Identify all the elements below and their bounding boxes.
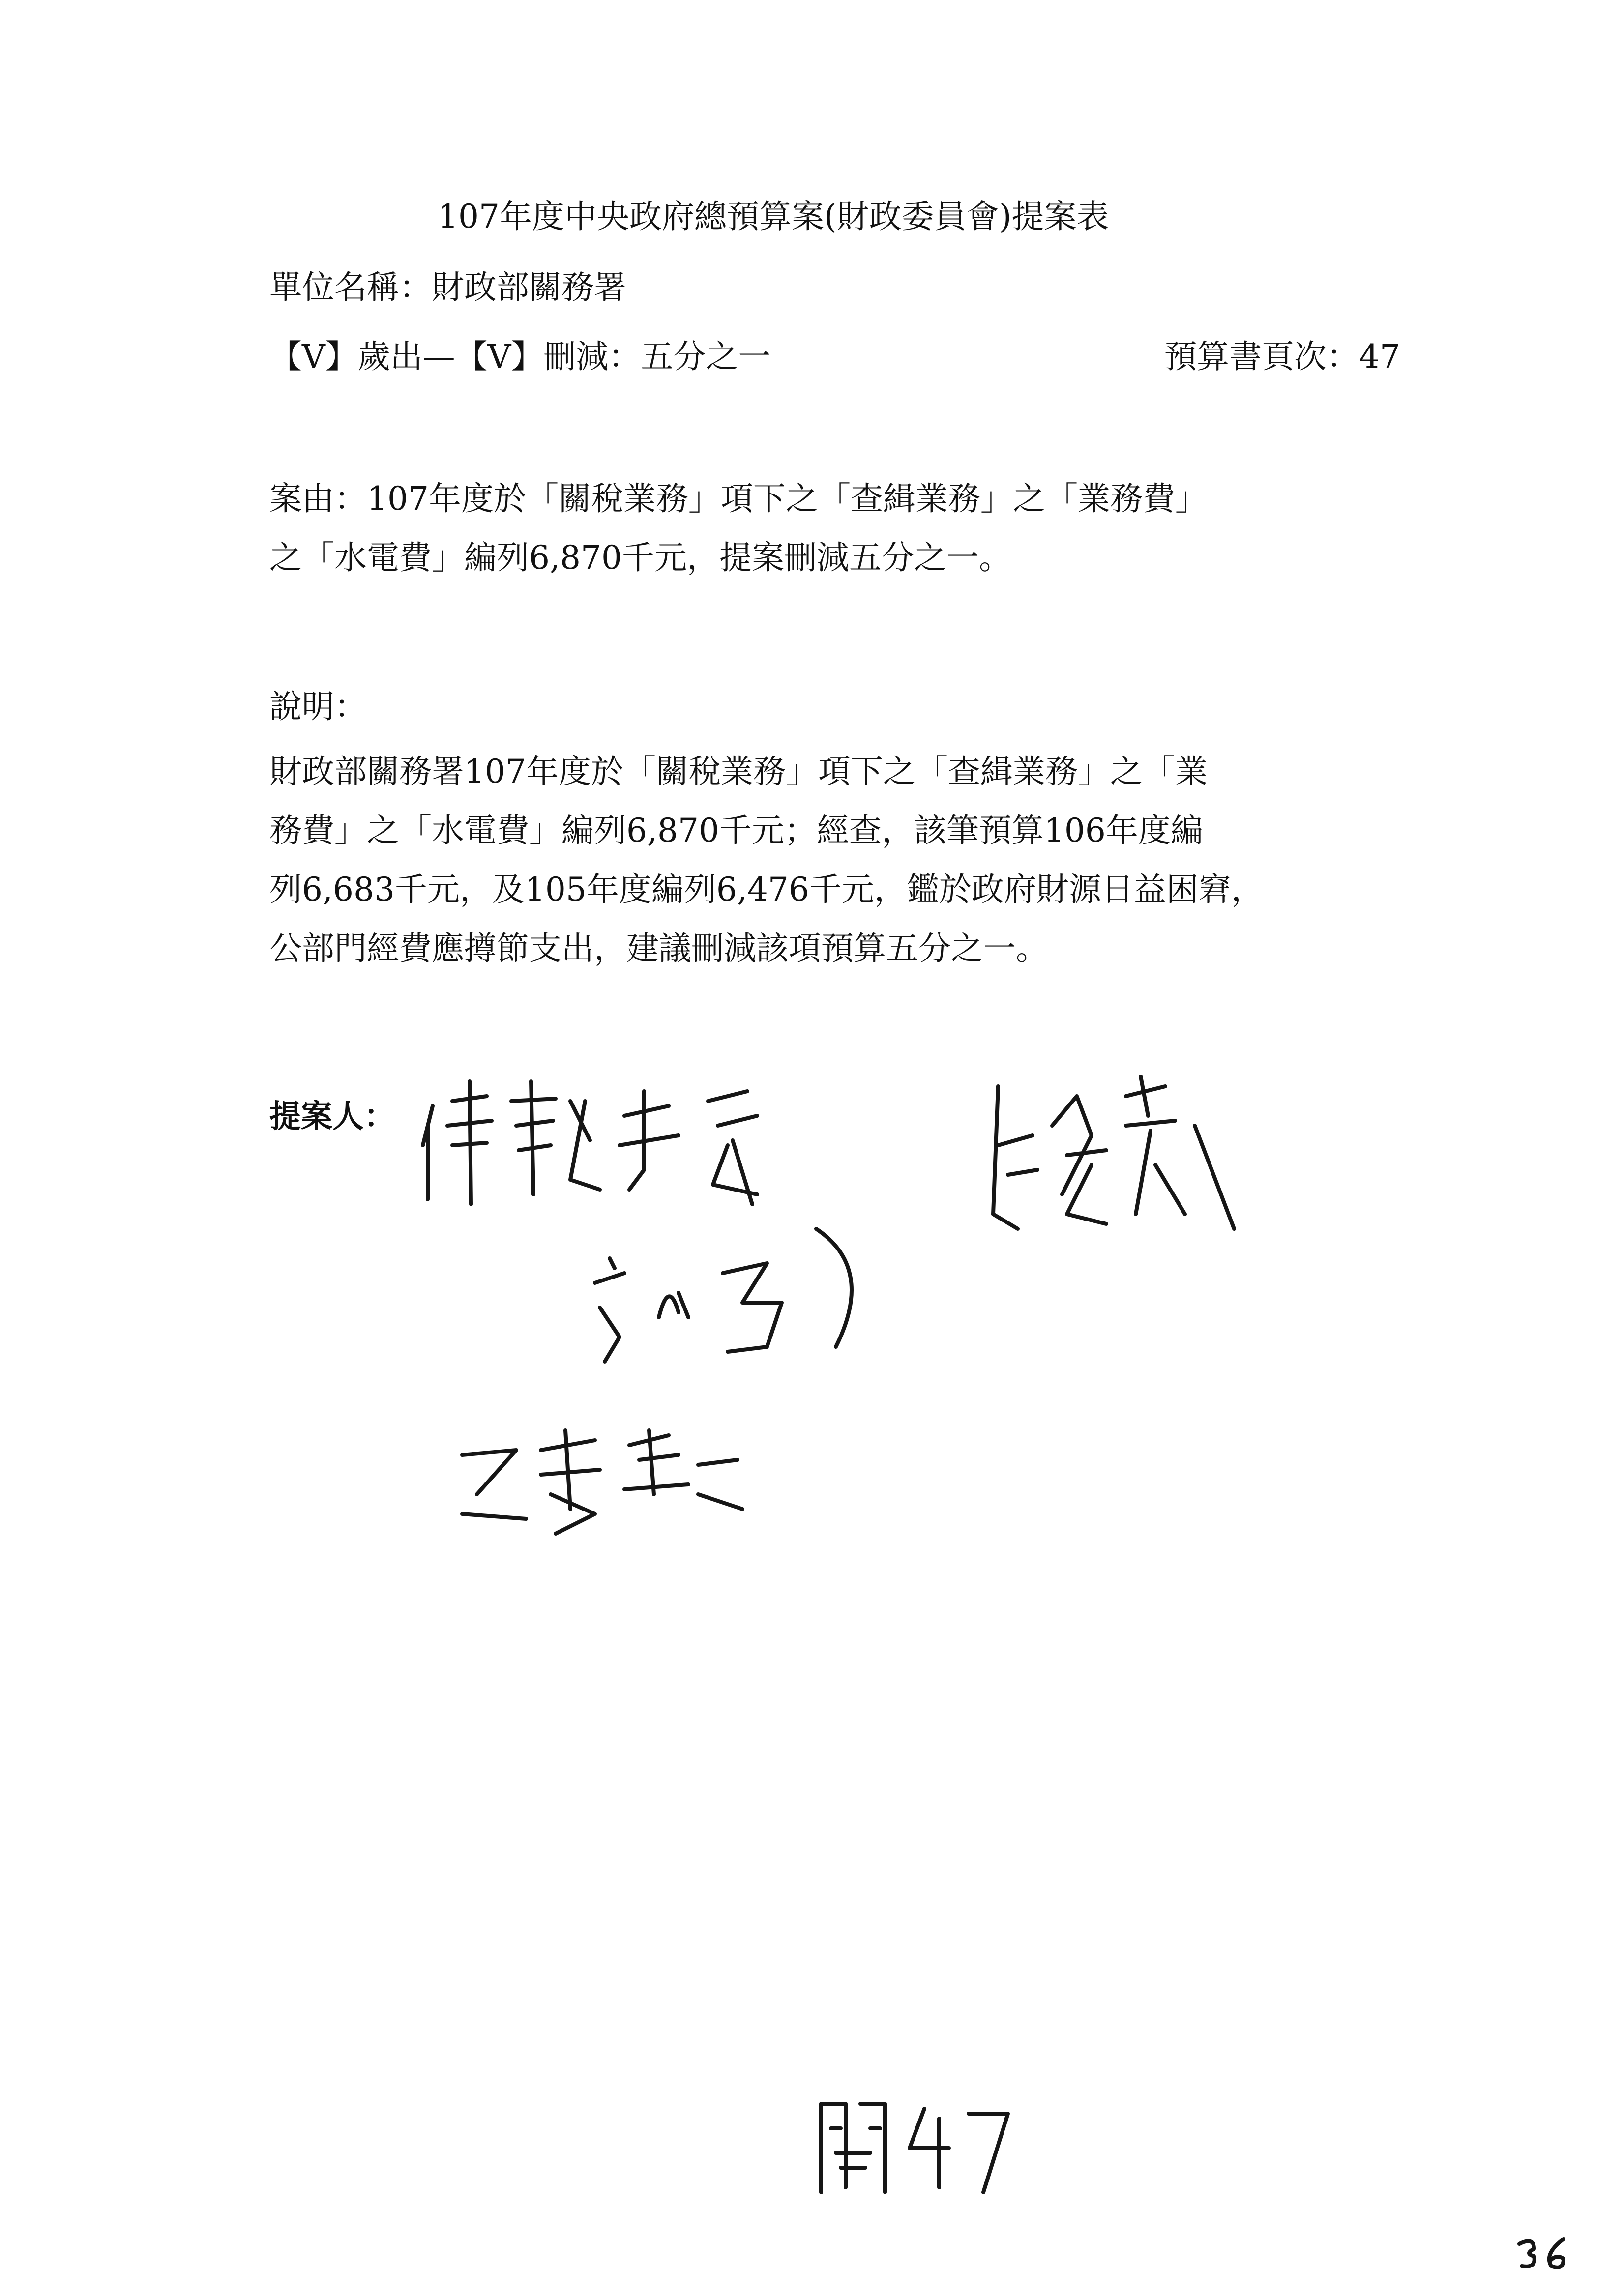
explanation-body <box>269 742 1386 978</box>
budget-page-ref: 預算書頁次：47 <box>1164 338 1400 376</box>
proposer-label: 提案人： <box>269 1099 395 1135</box>
explanation-line: 務費」之「水電費」編列6,870千元；經查，該筆預算106年度編 <box>269 812 1203 849</box>
explanation-line: 公部門經費應撙節支出，建議刪減該項預算五分之一。 <box>269 930 1048 967</box>
signature-3 <box>580 1219 900 1386</box>
page-number <box>1514 2234 1578 2273</box>
explanation-line: 列6,683千元，及105年度編列6,476千元，鑑於政府財源日益困窘， <box>269 871 1264 908</box>
signature-2 <box>978 1067 1254 1253</box>
handwritten-code <box>811 2089 1018 2202</box>
case-reason <box>269 469 1386 587</box>
signature-1 <box>413 1072 787 1219</box>
form-title: 107年度中央政府總預算案(財政委員會)提案表 <box>438 198 1109 235</box>
case-reason-line: 之「水電費」編列6,870千元，提案刪減五分之一。 <box>269 539 1011 577</box>
unit-name: 單位名稱：財政部關務署 <box>269 268 626 306</box>
explanation-line: 財政部關務署107年度於「關稅業務」項下之「查緝業務」之「業 <box>269 753 1208 790</box>
signature-4 <box>443 1416 757 1553</box>
case-reason-line: 案由：107年度於「關稅業務」項下之「查緝業務」之「業務費」 <box>269 480 1208 518</box>
explanation-heading: 說明： <box>269 688 367 726</box>
category-line: 【V】歲出—【V】刪減：五分之一 <box>269 338 771 376</box>
